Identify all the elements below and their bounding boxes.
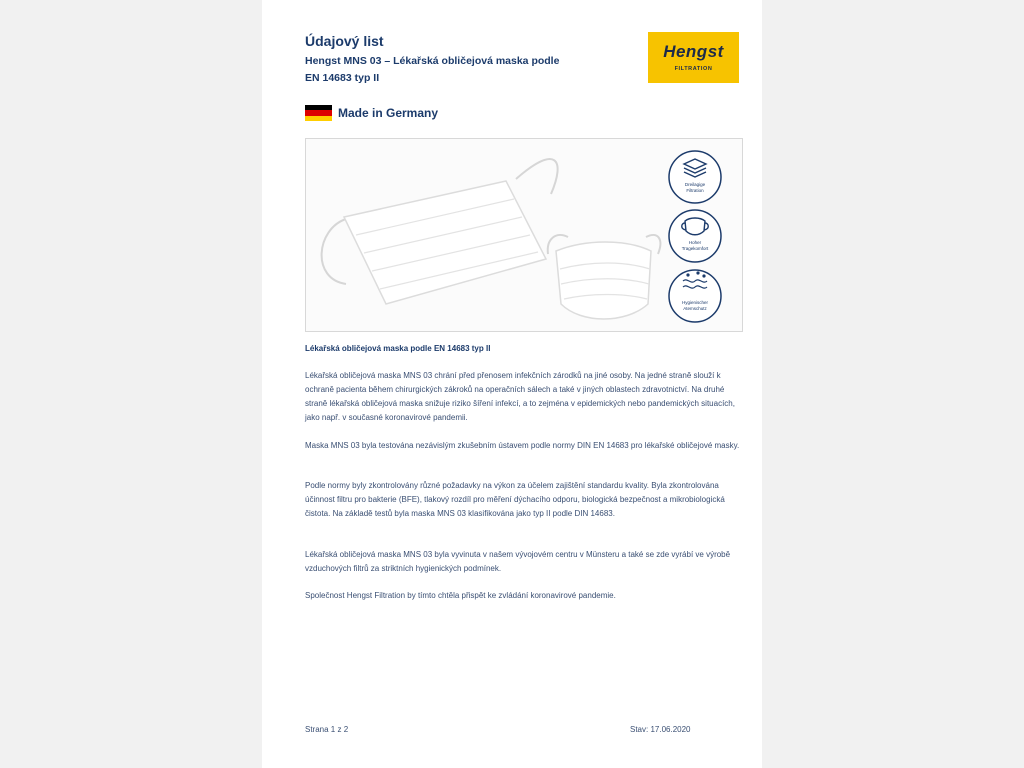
paragraph-5: Společnost Hengst Filtration by tímto chtěla přispět ke zvládání koronavirové pandemie.	[305, 591, 616, 600]
section-heading: Lékařská obličejová maska podle EN 14683 typ II	[305, 344, 491, 353]
footer-page-number: Strana 1 z 2	[305, 725, 349, 734]
footer-date: Stav: 17.06.2020	[630, 725, 691, 734]
paragraph-1: Lékařská obličejová maska MNS 03 chrání před přenosem infekčních zárodků na jiné osoby. Na jedné straně slouží k ochraně pacienta během chirurgických zákroků na operačních sálech a také v jiných oblastech zdravotnictví. Na druhé straně lékařská obličejová maska snižuje riziko šíření infekcí, a to zejména v epidemických nebo pandemických situacích, jako např. v současné koronavirové pandemii.	[305, 371, 735, 422]
document-page	[262, 0, 762, 768]
badge-label-1a: Dreilagige	[684, 182, 706, 187]
badge-label-1b: Filtration	[686, 188, 704, 193]
badge-label-3a: Hygienischer	[681, 300, 709, 305]
badge-label-2a: Hoher	[688, 240, 702, 245]
hengst-logo	[648, 32, 739, 83]
german-flag-icon	[305, 105, 332, 121]
paragraph-2: Maska MNS 03 byla testována nezávislým zkušebním ústavem podle normy DIN EN 14683 pro lékařské obličejové masky.	[305, 441, 740, 450]
document-subtitle: Hengst MNS 03 – Lékařská obličejová maska podle EN 14683 typ II	[305, 55, 560, 84]
logo-subtext: FILTRATION	[674, 66, 713, 72]
made-in-germany	[305, 104, 438, 122]
made-in-label: Made in Germany	[338, 106, 439, 120]
product-image	[305, 138, 743, 332]
badge-label-3b: Atemschutz	[683, 306, 707, 311]
paragraph-3: Podle normy byly zkontrolovány různé požadavky na výkon za účelem zajištění standardu kvality. Byla zkontrolována účinnost filtru pro bakterie (BFE), tlakový rozdíl pro měření dýchacího odporu, biologická bezpečnost a mikrobiologická čistota. Na základě testů byla maska MNS 03 klasifikována jako typ II podle DIN 14683.	[305, 481, 725, 518]
paragraph-4: Lékařská obličejová maska MNS 03 byla vyvinuta v našem vývojovém centru v Münsteru a také se zde vyrábí ve výrobě vzduchových filtrů za striktních hygienických podmínek.	[305, 550, 731, 573]
logo-word: Hengst	[663, 42, 724, 61]
badge-label-2b: Tragekomfort	[681, 246, 709, 251]
mask-illustration	[306, 139, 742, 331]
document-title: Údajový list	[305, 33, 384, 49]
